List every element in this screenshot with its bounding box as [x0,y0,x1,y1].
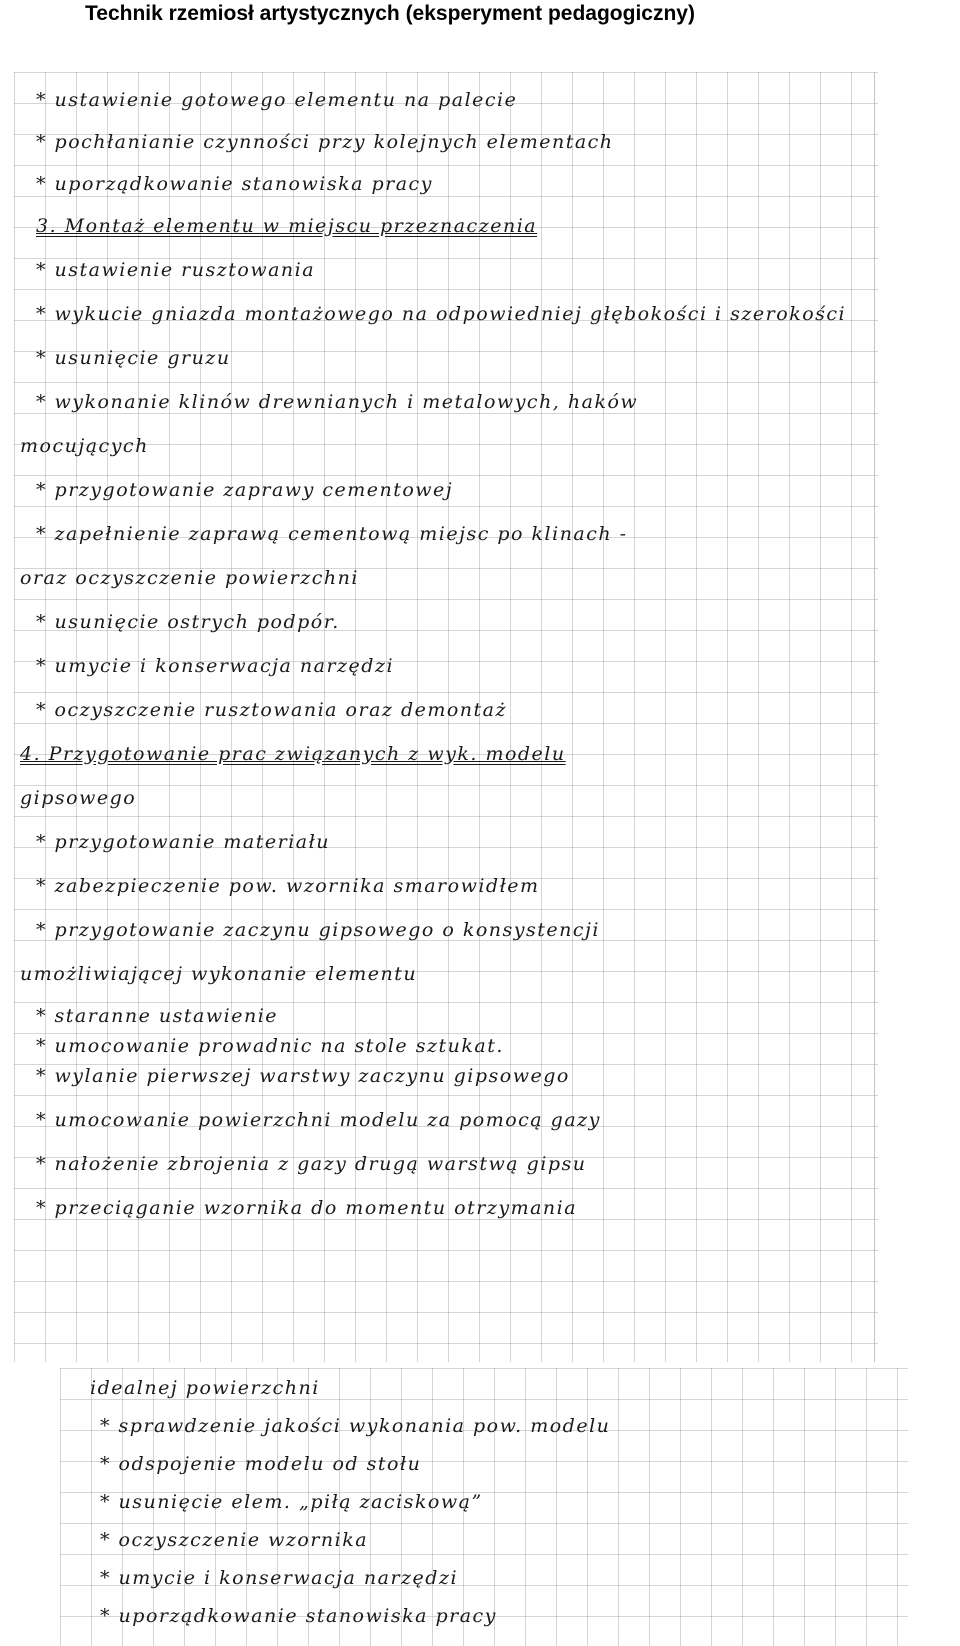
section-heading: 4. Przygotowanie prac związanych z wyk. modelu [20,743,566,765]
handwritten-line: * uporządkowanie stanowiska pracy [100,1605,497,1627]
handwritten-line: * uporządkowanie stanowiska pracy [36,173,433,195]
handwritten-line: * odspojenie modelu od stołu [100,1453,422,1475]
handwritten-line: * oczyszczenie wzornika [100,1529,369,1551]
handwritten-line: mocujących [20,435,149,457]
handwritten-line: * umocowanie powierzchni modelu za pomocą gazy [36,1109,601,1131]
handwritten-line: * zapełnienie zaprawą cementową miejsc po klinach - [36,523,628,545]
handwritten-line: idealnej powierzchni [90,1377,320,1399]
page-margin-line [874,72,875,1362]
handwritten-line: * pochłanianie czynności przy kolejnych elementach [36,131,614,153]
handwritten-line: * umycie i konserwacja narzędzi [100,1567,459,1589]
handwritten-line: * ustawienie gotowego elementu na palecie [36,89,518,111]
handwritten-line: * przygotowanie materiału [36,831,330,853]
handwritten-line: * umocowanie prowadnic na stole sztukat. [36,1035,504,1057]
handwritten-line: * wykucie gniazda montażowego na odpowiedniej głębokości i szerokości [36,303,847,325]
handwritten-line: * oczyszczenie rusztowania oraz demontaż [36,699,508,721]
handwritten-line: * umycie i konserwacja narzędzi [36,655,395,677]
notebook-page-2 [60,1368,908,1646]
notebook-page-1 [14,72,878,1362]
handwritten-line: oraz oczyszczenie powierzchni [20,567,359,589]
handwritten-line: umożliwiającej wykonanie elementu [20,963,418,985]
section-heading: 3. Montaż elementu w miejscu przeznaczenia [36,215,538,237]
handwritten-line: * staranne ustawienie [36,1005,279,1027]
handwritten-line: * wylanie pierwszej warstwy zaczynu gipsowego [36,1065,570,1087]
handwritten-line: * zabezpieczenie pow. wzornika smarowidłem [36,875,540,897]
page-title: Technik rzemiosł artystycznych (eksperyment pedagogiczny) [85,2,695,25]
handwritten-line: * usunięcie elem. „piłą zaciskową” [100,1491,483,1513]
handwritten-line: * wykonanie klinów drewnianych i metalowych, haków [36,391,639,413]
handwritten-line: * ustawienie rusztowania [36,259,316,281]
handwritten-line: gipsowego [20,787,137,809]
handwritten-line: * nałożenie zbrojenia z gazy drugą warstwą gipsu [36,1153,587,1175]
handwritten-line: * sprawdzenie jakości wykonania pow. modelu [100,1415,611,1437]
handwritten-line: * przygotowanie zaprawy cementowej [36,479,454,501]
handwritten-line: * usunięcie ostrych podpór. [36,611,340,633]
handwritten-line: * przygotowanie zaczynu gipsowego o konsystencji [36,919,600,941]
handwritten-line: * przeciąganie wzornika do momentu otrzymania [36,1197,578,1219]
handwritten-line: * usunięcie gruzu [36,347,231,369]
